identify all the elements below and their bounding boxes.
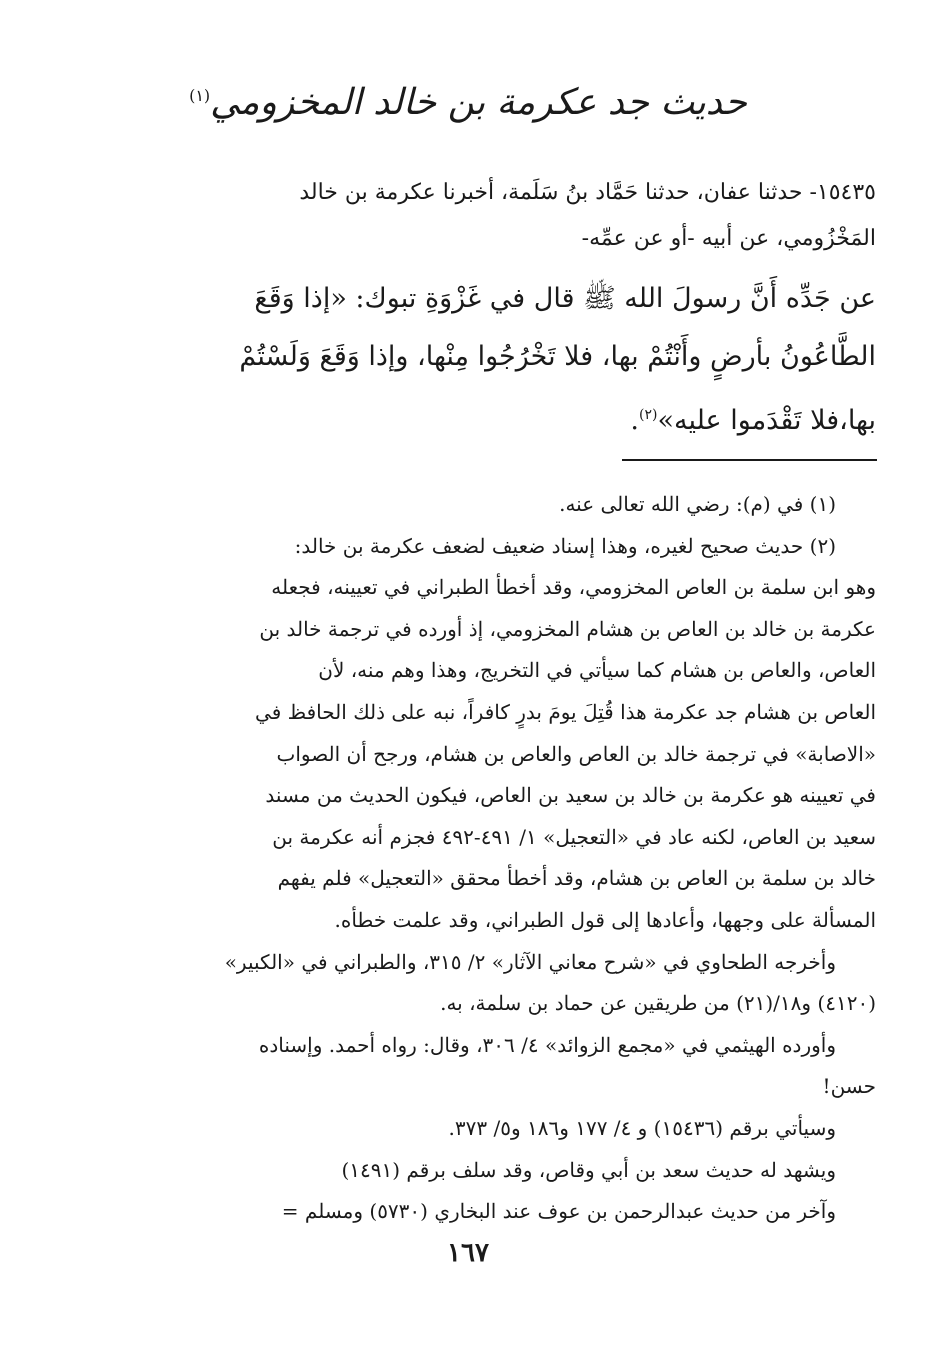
matn-line-3-text: بها،فلا تَقْدَموا عليه» (657, 405, 876, 436)
matn-line-2: الطَّاعُونُ بأرضٍ وأَنْتُمْ بها، فلا تَخْرُجُوا مِنْها، وإذا وَقَعَ وَلَسْتُمْ (239, 341, 876, 372)
chain-line-1: ١٥٤٣٥- حدثنا عفان، حدثنا حَمَّاد بنُ سَلَمة، أخبرنا عكرمة بن خالد (299, 180, 876, 205)
heading-title: حديث جد عكرمة بن خالد المخزومي (210, 82, 747, 123)
footnote-2-line: سعيد بن العاص، لكنه عاد في «التعجيل» ١/ ٤٩١-٤٩٢ فجزم أنه عكرمة بن (272, 824, 876, 849)
witness-line: وآخر من حديث عبدالرحمن بن عوف عند البخاري (٥٧٣٠) ومسلم = (281, 1199, 836, 1224)
isnad-chain (60, 170, 876, 262)
footnote-2-line: عكرمة بن خالد بن العاص بن هشام المخزومي، إذ أورده في ترجمة خالد بن (259, 616, 876, 641)
footnotes (60, 484, 876, 1233)
witness-line: ويشهد له حديث سعد بن أبي وقاص، وقد سلف برقم (١٤٩١) (341, 1157, 836, 1182)
matn-end-mark: . (630, 405, 639, 436)
haythami-line: وأورده الهيثمي في «مجمع الزوائد» ٤/ ٣٠٦، وقال: رواه أحمد. وإسناده (258, 1032, 836, 1057)
footnote-2-line: (٢) حديث صحيح لغيره، وهذا إسناد ضعيف لضعف عكرمة بن خالد: (294, 533, 836, 558)
matn-line-1: عن جَدِّه أَنَّ رسولَ الله ﷺ قال في غَزْوَةِ تبوك: «إذا وَقَعَ (254, 283, 876, 314)
footnote-2-line: وهو ابن سلمة بن العاص المخزومي، وقد أخطأ الطبراني في تعيينه، فجعله (271, 575, 876, 600)
section-heading (150, 82, 786, 123)
footnote-1: (١) في (م): رضي الله تعالى عنه. (559, 492, 836, 516)
matn-footnote-ref: (٢) (639, 407, 658, 423)
footnote-2-line: العاص، والعاص بن هشام كما سيأتي في التخريج، وهذا وهم منه، لأن (318, 658, 876, 683)
page-number: ١٦٧ (447, 1238, 489, 1268)
heading-footnote-ref: (١) (189, 86, 211, 105)
matn-line-3 (60, 386, 876, 450)
hadith-text (60, 270, 876, 450)
footnote-2-line: «الاصابة» في ترجمة خالد بن العاص والعاص بن هشام، ورجح أن الصواب (276, 741, 876, 766)
haythami-line: حسن! (822, 1074, 876, 1099)
footnote-2-line: المسألة على وجهها، وأعادها إلى قول الطبراني، وقد علمت خطأه. (334, 907, 876, 932)
footnote-separator (622, 459, 877, 461)
footnote-2-line: العاص بن هشام جد عكرمة هذا قُتِلَ يومَ بدرٍ كافراً، نبه على ذلك الحافظ في (255, 699, 876, 724)
takhrij-line: (٤١٢٠) و١٨/(٢١) من طريقين عن حماد بن سلمة، به. (440, 991, 876, 1016)
takhrij-line: وأخرجه الطحاوي في «شرح معاني الآثار» ٢/ ٣١٥، والطبراني في «الكبير» (224, 949, 836, 974)
chain-line-2: المَخْزُومي، عن أبيه -أو عن عمِّه- (581, 226, 876, 251)
footnote-2-line: في تعيينه هو عكرمة بن خالد بن سعيد بن العاص، فيكون الحديث من مسند (265, 783, 876, 808)
footnote-2-line: خالد بن سلمة بن العاص بن هشام، وقد أخطأ محقق «التعجيل» فلم يفهم (277, 866, 876, 891)
later-reference: وسيأتي برقم (١٥٤٣٦) و ٤/ ١٧٧ و١٨٦ و٥/ ٣٧٣. (448, 1115, 836, 1140)
